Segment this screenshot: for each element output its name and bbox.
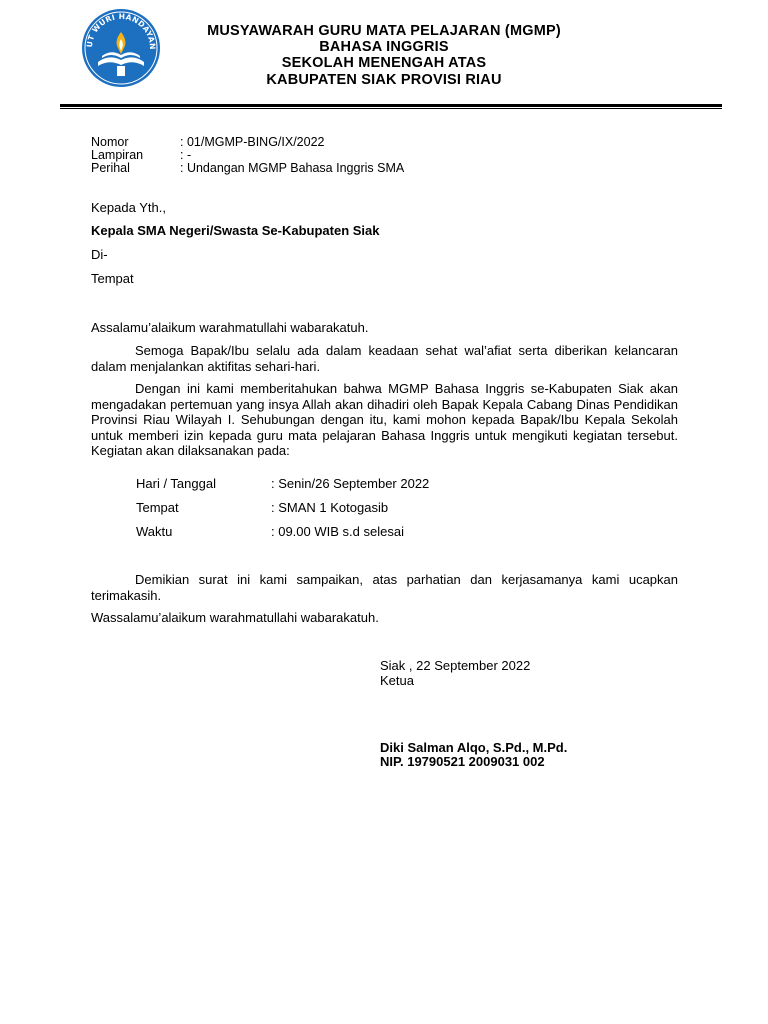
greeting: Kepada Yth., xyxy=(91,200,166,215)
paragraph-3 xyxy=(91,572,678,603)
lampiran-value: : - xyxy=(180,148,192,162)
detail-value-time: : 09.00 WIB s.d selesai xyxy=(271,524,404,539)
letterhead-line-1: MUSYAWARAH GURU MATA PELAJARAN (MGMP) xyxy=(207,23,561,39)
paragraph-2 xyxy=(91,381,678,459)
letterhead-line-3: SEKOLAH MENENGAH ATAS xyxy=(281,55,487,71)
signature-nip: NIP. 19790521 2009031 002 xyxy=(380,754,545,769)
letterhead-line-4: KABUPATEN SIAK PROVISI RIAU xyxy=(266,72,502,88)
signature-place-date: Siak , 22 September 2022 xyxy=(380,658,531,673)
paragraph-3-text: Demikian surat ini kami sampaikan, atas parhatian dan kerjasamanya kami ucapkan terimakasih. xyxy=(91,572,678,603)
signature-position: Ketua xyxy=(380,673,414,688)
place-label: Tempat xyxy=(91,271,134,286)
perihal-label: Perihal xyxy=(91,161,130,175)
detail-value-date: : Senin/26 September 2022 xyxy=(271,476,430,491)
nomor-label: Nomor xyxy=(91,135,129,149)
letterhead-line-2: BAHASA INGGRIS xyxy=(319,39,449,55)
addressee: Kepala SMA Negeri/Swasta Se-Kabupaten Siak xyxy=(91,223,380,238)
paragraph-1-text: Semoga Bapak/Ibu selalu ada dalam keadaan sehat wal’afiat serta diberikan kelancaran dalam menjalankan aktifitas sehari-hari. xyxy=(91,343,678,374)
header-rule-thick xyxy=(60,104,722,107)
nomor-value: : 01/MGMP-BING/IX/2022 xyxy=(180,135,325,149)
paragraph-2-text: Dengan ini kami memberitahukan bahwa MGMP Bahasa Inggris se-Kabupaten Siak akan mengadakan pertemuan yang insya Allah akan dihadiri oleh Bapak Kepala Cabang Dinas Pendidikan Provinsi Riau Wilayah I. Sehubungan dengan itu, kami mohon kepada Bapak/Ibu Kepala Sekolah untuk memberi izin kepada guru mata pelajaran Bahasa Inggris untuk mengikuti kegiatan tersebut. Kegiatan akan dilaksanakan pada: xyxy=(91,381,678,458)
detail-label-place: Tempat xyxy=(136,500,179,515)
paragraph-1 xyxy=(91,343,678,374)
header-rule-thin xyxy=(60,108,722,109)
detail-label-time: Waktu xyxy=(136,524,173,539)
lampiran-label: Lampiran xyxy=(91,148,144,162)
signature-name: Diki Salman Alqo, S.Pd., M.Pd. xyxy=(380,740,568,755)
detail-label-date: Hari / Tanggal xyxy=(136,476,216,491)
perihal-value: : Undangan MGMP Bahasa Inggris SMA xyxy=(180,161,405,175)
di-label: Di- xyxy=(91,247,108,262)
closing-salam: Wassalamu’alaikum warahmatullahi wabarakatuh. xyxy=(91,610,379,625)
opening-salam: Assalamu’alaikum warahmatullahi wabarakatuh. xyxy=(91,320,369,335)
svg-text:TUT WURI HANDAYANI: UT WURI HANDAYAN xyxy=(84,11,158,51)
detail-value-place: : SMAN 1 Kotogasib xyxy=(271,500,389,515)
